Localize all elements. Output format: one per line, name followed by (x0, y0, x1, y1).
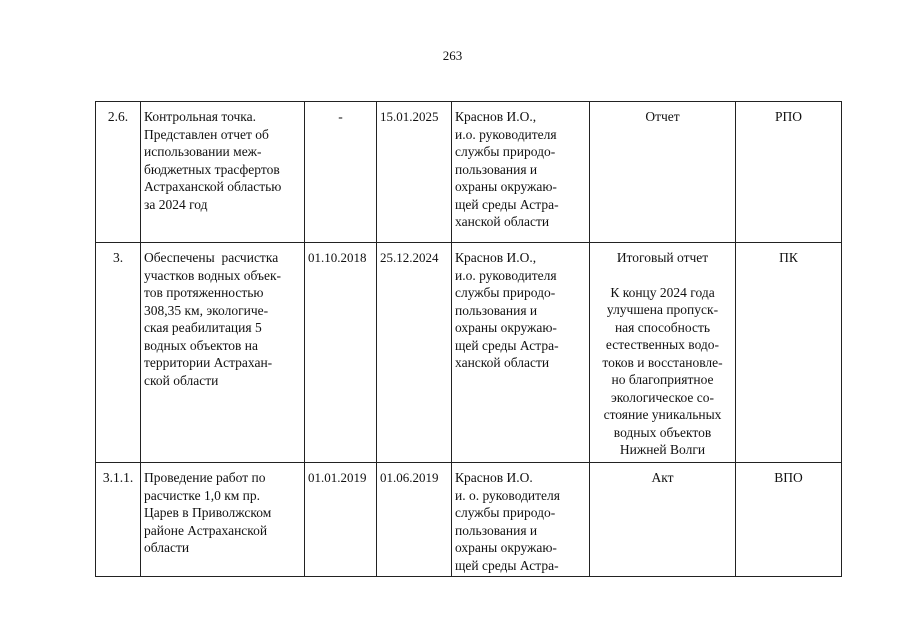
type-cell: РПО (736, 102, 842, 243)
table-row (96, 463, 842, 577)
responsible-cell: Краснов И.О., и.о. руководителя службы природо- пользования и охраны окружаю- щей среды Астра- ханской области (452, 102, 590, 243)
start-date-cell: - (305, 102, 377, 243)
type-cell: ВПО (736, 463, 842, 577)
result-cell: Акт (590, 463, 736, 577)
row-number: 3. (96, 243, 141, 463)
responsible-cell: Краснов И.О. и. о. руководителя службы природо- пользования и охраны окружаю- щей среды Астра- (452, 463, 590, 577)
row-number: 3.1.1. (96, 463, 141, 577)
description-cell: Контрольная точка. Представлен отчет об использовании меж- бюджетных трасфертов Астраханской областью за 2024 год (141, 102, 305, 243)
plan-table (95, 101, 842, 577)
end-date-cell: 01.06.2019 (377, 463, 452, 577)
row-number: 2.6. (96, 102, 141, 243)
result-cell: Отчет (590, 102, 736, 243)
description-cell: Проведение работ по расчистке 1,0 км пр. Царев в Приволжском районе Астраханской области (141, 463, 305, 577)
result-cell: Итоговый отчет К концу 2024 года улучшена пропуск- ная способность естественных водо- токов и восстановле- но благоприятное экологическое со- стояние уникальных водных объектов Нижней Волги (590, 243, 736, 463)
end-date-cell: 15.01.2025 (377, 102, 452, 243)
table-row (96, 243, 842, 463)
page-number: 263 (442, 48, 463, 63)
description-cell: Обеспечены расчистка участков водных объек- тов протяженностью 308,35 км, экологиче- ская реабилитация 5 водных объектов на территории Астрахан- ской области (141, 243, 305, 463)
end-date-cell: 25.12.2024 (377, 243, 452, 463)
table-row (96, 102, 842, 243)
type-cell: ПК (736, 243, 842, 463)
start-date-cell: 01.10.2018 (305, 243, 377, 463)
responsible-cell: Краснов И.О., и.о. руководителя службы природо- пользования и охраны окружаю- щей среды Астра- ханской области (452, 243, 590, 463)
start-date-cell: 01.01.2019 (305, 463, 377, 577)
